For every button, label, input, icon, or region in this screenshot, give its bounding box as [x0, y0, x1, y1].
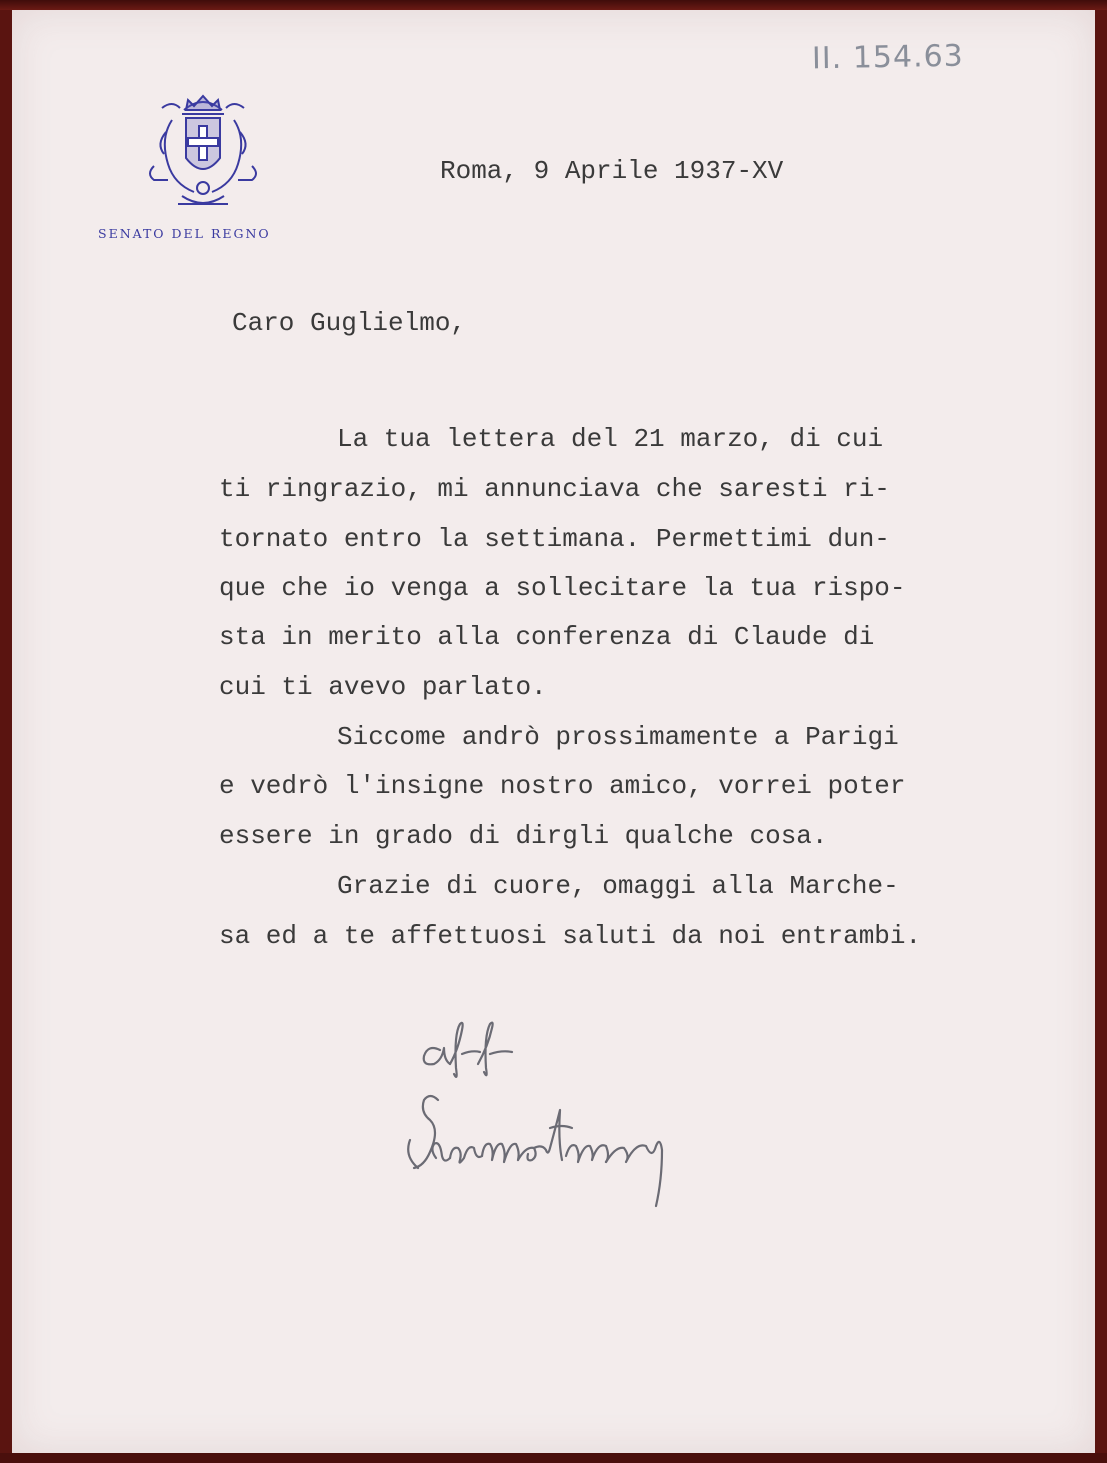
body-line: ti ringrazio, mi annunciava che saresti ri-	[219, 474, 890, 504]
frame-top-edge	[0, 0, 1107, 10]
body-line: La tua lettera del 21 marzo, di cui	[337, 424, 884, 454]
letterhead-institution: SENATO DEL REGNO	[98, 226, 271, 241]
savoy-crest-icon	[142, 88, 264, 220]
body-line: cui ti avevo parlato.	[219, 672, 547, 702]
body-line: e vedrò l'insigne nostro amico, vorrei poter	[219, 771, 906, 801]
body-line: sta in merito alla conferenza di Claude di	[219, 622, 875, 652]
body-line: tornato entro la settimana. Permettimi dun-	[219, 524, 890, 554]
body-line: Grazie di cuore, omaggi alla Marche-	[337, 871, 899, 901]
dateline: Roma, 9 Aprile 1937-XV	[440, 156, 784, 186]
salutation: Caro Guglielmo,	[232, 308, 467, 338]
body-line: essere in grado di dirgli qualche cosa.	[219, 821, 828, 851]
archive-reference-mark: II. 154.63	[811, 38, 965, 77]
frame-bottom-edge	[0, 1453, 1107, 1463]
handwritten-signature	[400, 1010, 720, 1220]
body-line: que che io venga a sollecitare la tua rispo-	[219, 573, 906, 603]
body-line: Siccome andrò prossimamente a Parigi	[337, 722, 899, 752]
body-line: sa ed a te affettuosi saluti da noi entrambi.	[219, 921, 922, 951]
